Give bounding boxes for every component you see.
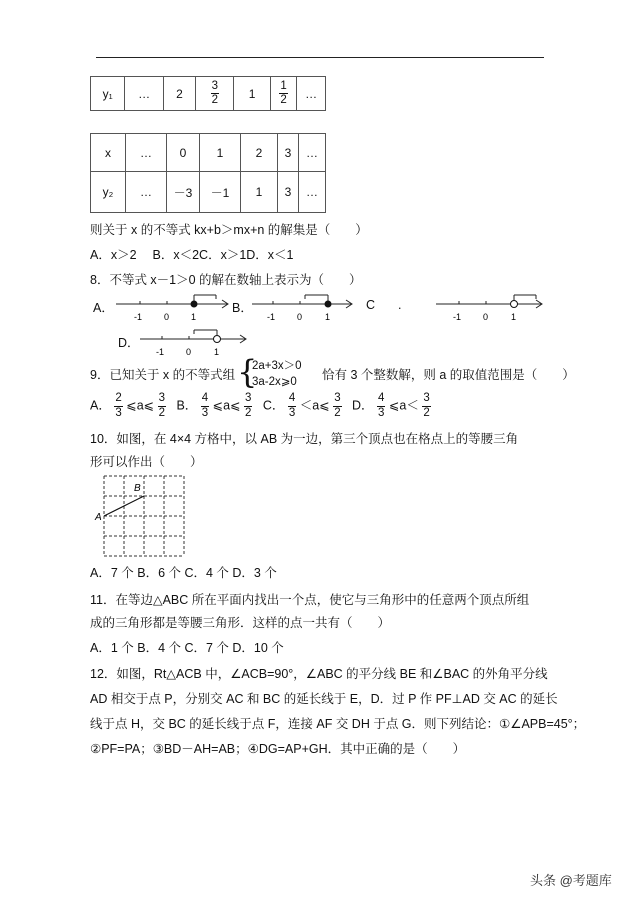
svg-text:-1: -1 (156, 347, 165, 357)
number-line-c (432, 290, 544, 324)
cell: 0 (167, 134, 200, 172)
q10-line2: 形可以作出（ ） (90, 455, 203, 469)
q11-line1: 11．在等边△ABC 所在平面内找出一个点，使它与三角形中的任意两个顶点所组 (90, 593, 530, 607)
point-a-label: A (95, 512, 102, 523)
number-line-a (112, 290, 230, 324)
cell: 3 (278, 172, 299, 213)
cell: … (297, 77, 326, 111)
q11-options: A．1 个 B．4 个 C．7 个 D．10 个 (90, 641, 284, 655)
top-rule (96, 57, 544, 58)
q9-ineq1: 2a+3x＞0 (252, 360, 302, 372)
q9-ineq2: 3a-2x⩾0 (252, 376, 297, 388)
cell: －3 (167, 172, 200, 213)
q8-option-c-label: C (366, 298, 376, 312)
q8-stem: 8．不等式 x－1＞0 的解在数轴上表示为（ ） (90, 273, 362, 287)
q12-line2: AD 相交于点 P，分别交 AC 和 BC 的延长线于 E，D．过 P 作 PF⊥AD 交 AC 的延长 (90, 692, 558, 706)
q8-dot: . (398, 298, 402, 312)
svg-text:0: 0 (483, 312, 489, 322)
cell: 1 (241, 172, 278, 213)
cell-fraction: $\frac{3}{2}$ (196, 77, 234, 111)
svg-text:1: 1 (191, 312, 197, 322)
svg-text:0: 0 (186, 347, 192, 357)
svg-text:-1: -1 (453, 312, 462, 322)
cell: －1 (200, 172, 241, 213)
table-x-y2 (90, 133, 326, 213)
grid-figure (92, 470, 192, 560)
svg-text:1: 1 (214, 347, 220, 357)
cell-label: y₂ (91, 172, 126, 213)
number-line-b (248, 290, 356, 324)
point-b-label: B (134, 483, 141, 494)
cell: 2 (163, 77, 195, 111)
svg-text:1: 1 (511, 312, 517, 322)
q10-options: A．7 个 B．6 个 C．4 个 D．3 个 (90, 566, 277, 580)
q8-option-d-label: D． (118, 336, 140, 350)
q9-prefix: 9．已知关于 x 的不等式组 (90, 368, 236, 382)
q8-option-b-label: B． (232, 301, 253, 315)
svg-text:1: 1 (325, 312, 331, 322)
q7-stem: 则关于 x 的不等式 kx+b＞mx+n 的解集是（ ） (90, 223, 368, 237)
svg-text:-1: -1 (267, 312, 276, 322)
number-line-d (136, 325, 248, 359)
cell: 2 (241, 134, 278, 172)
q10-line1: 10．如图，在 4×4 方格中，以 AB 为一边，第三个顶点也在格点上的等腰三角 (90, 432, 519, 446)
svg-text:-1: -1 (134, 312, 143, 322)
cell: … (299, 172, 326, 213)
cell: … (299, 134, 326, 172)
svg-text:0: 0 (164, 312, 170, 322)
cell-label: y₁ (91, 77, 125, 111)
cell: 3 (278, 134, 299, 172)
q11-line2: 成的三角形都是等腰三角形．这样的点一共有（ ） (90, 616, 391, 630)
q12-line4: ②PF=PA；③BD－AH=AB；④DG=AP+GH．其中正确的是（ ） (90, 742, 466, 756)
watermark: 头条 @考题库 (530, 873, 612, 888)
cell: 1 (200, 134, 241, 172)
cell-fraction: $\frac{1}{2}$ (270, 77, 297, 111)
cell: … (126, 134, 167, 172)
q12-line3: 线于点 H，交 BC 的延长线于点 F，连接 AF 交 DH 于点 G．则下列结论：①∠APB=45°； (90, 717, 586, 731)
q9-options: A． $\frac{2}{3}$ ⩽a⩽ $\frac{3}{2}$ B． $\frac{4}{3}$ ⩽a⩽ $\frac{3}{2}$ C． $\frac{4}{3}$ ＜a⩽ $\frac{3}{2}$ D． $\frac{4}{3}$ ⩽a＜ $\frac{3}{2}$ (90, 392, 430, 419)
q8-option-a-label: A． (93, 301, 114, 315)
svg-text:0: 0 (297, 312, 303, 322)
cell-label: x (91, 134, 126, 172)
cell: … (125, 77, 163, 111)
q9-suffix: 恰有 3 个整数解，则 a 的取值范围是（ ） (322, 368, 575, 382)
q12-line1: 12．如图，Rt△ACB 中，∠ACB=90°，∠ABC 的平分线 BE 和∠BAC 的外角平分线 (90, 667, 548, 681)
cell: 1 (234, 77, 270, 111)
q9-brace: { (237, 353, 258, 391)
q7-options: A．x＞2 B．x＜2C．x＞1D．x＜1 (90, 248, 294, 262)
table-y1 (90, 76, 326, 111)
cell: … (126, 172, 167, 213)
